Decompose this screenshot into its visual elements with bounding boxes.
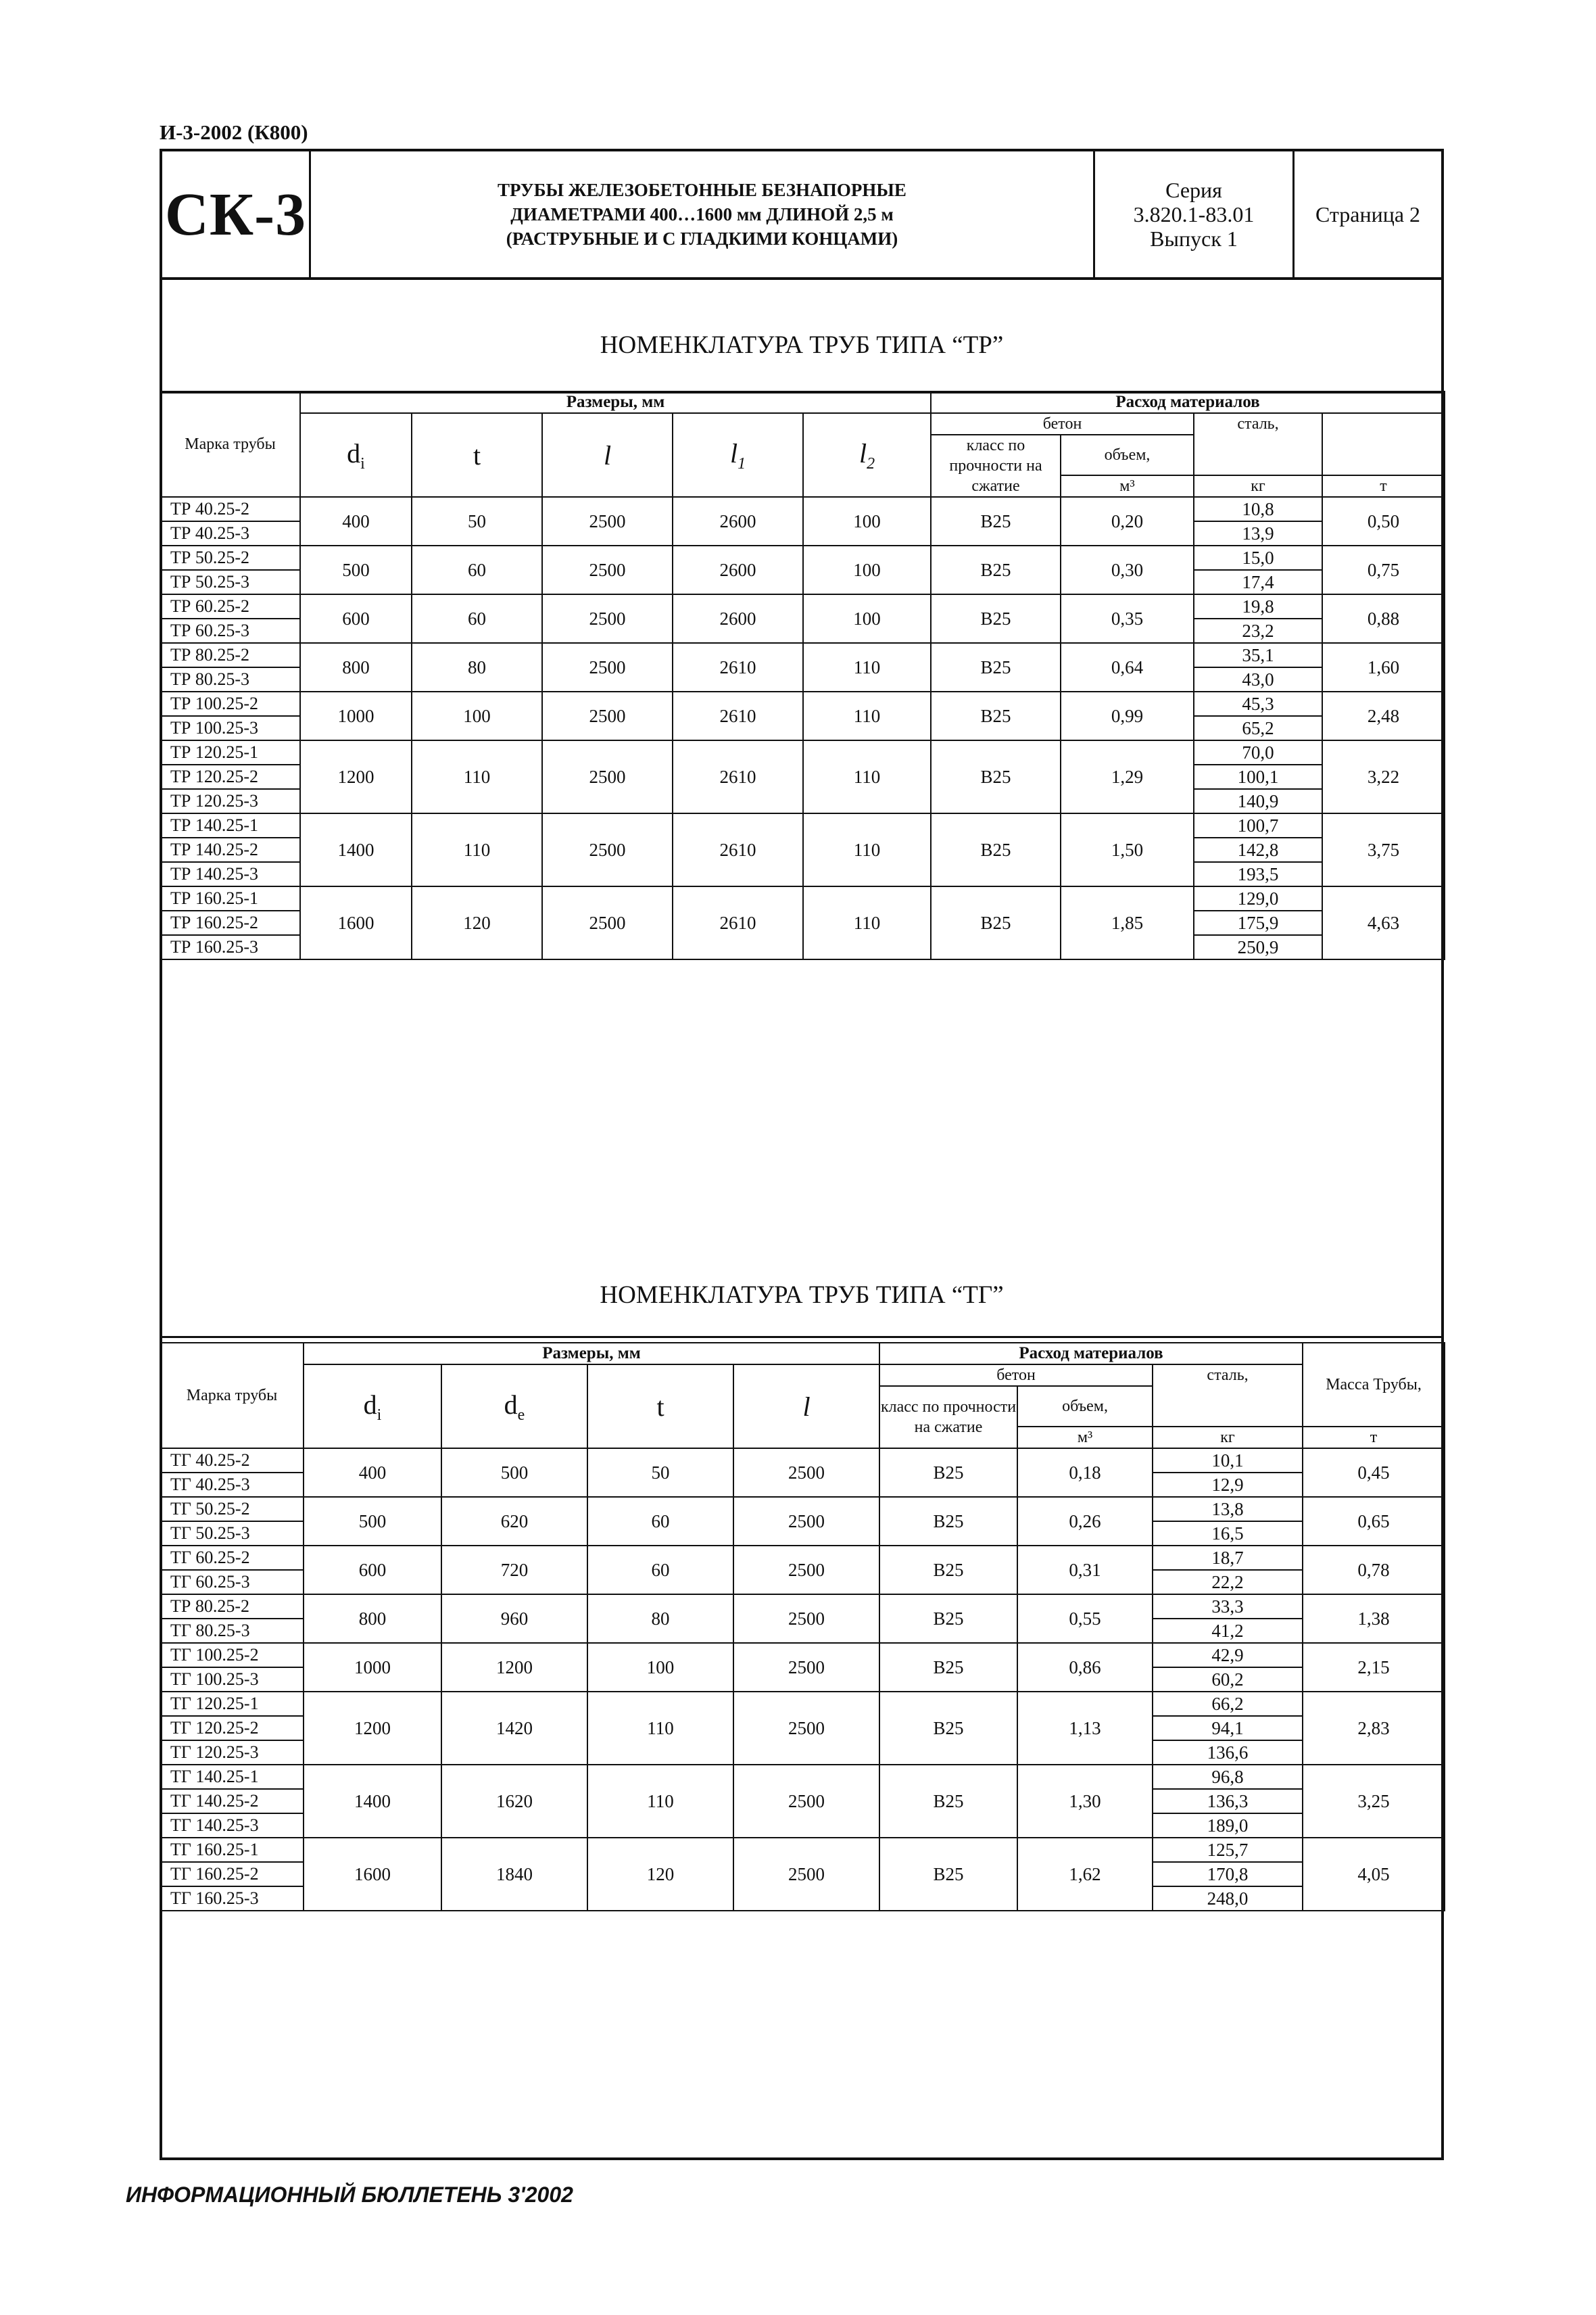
steel-value: 18,7 — [1153, 1546, 1303, 1570]
pipe-mark: ТГ 60.25-3 — [160, 1570, 304, 1594]
table-body — [160, 497, 1445, 959]
concrete-class: В25 — [931, 594, 1061, 643]
concrete-volume: 1,29 — [1061, 740, 1194, 813]
steel-value: 23,2 — [1194, 619, 1322, 643]
steel-value: 45,3 — [1194, 692, 1322, 716]
steel-value: 189,0 — [1153, 1813, 1303, 1838]
size-value: 2500 — [733, 1765, 879, 1838]
steel-value: 125,7 — [1153, 1838, 1303, 1862]
pipe-mass: 4,63 — [1322, 886, 1445, 959]
pipe-mass: 0,78 — [1303, 1546, 1445, 1594]
size-value: 120 — [587, 1838, 733, 1911]
concrete-volume: 1,50 — [1061, 813, 1194, 886]
concrete-volume: 0,26 — [1017, 1497, 1153, 1546]
steel-value: 22,2 — [1153, 1570, 1303, 1594]
title-line: ТРУБЫ ЖЕЛЕЗОБЕТОННЫЕ БЕЗНАПОРНЫЕ — [498, 180, 906, 200]
size-value: 1840 — [441, 1838, 587, 1911]
pipe-mass: 0,50 — [1322, 497, 1445, 546]
pipe-mark: ТР 120.25-3 — [160, 789, 300, 813]
size-value: 400 — [300, 497, 412, 546]
size-value: 60 — [587, 1546, 733, 1594]
pipe-mark: ТР 80.25-2 — [160, 1594, 304, 1619]
col-dim: t — [412, 413, 542, 497]
pipe-mark: ТГ 100.25-3 — [160, 1667, 304, 1692]
col-dim: l — [542, 413, 673, 497]
steel-value: 96,8 — [1153, 1765, 1303, 1789]
pipe-mark: ТГ 120.25-3 — [160, 1740, 304, 1765]
table-row — [160, 1692, 1445, 1716]
pipe-mark: ТР 160.25-3 — [160, 935, 300, 959]
concrete-volume: 0,30 — [1061, 546, 1194, 594]
col-dim: $d_e$ — [441, 1364, 587, 1448]
unit-steel: кг — [1194, 475, 1322, 497]
pipe-mark: ТР 80.25-3 — [160, 667, 300, 692]
pipe-mark: ТР 50.25-2 — [160, 546, 300, 570]
steel-value: 129,0 — [1194, 886, 1322, 911]
pipe-mark: ТГ 50.25-3 — [160, 1521, 304, 1546]
steel-value: 15,0 — [1194, 546, 1322, 570]
pipe-mark: ТР 140.25-1 — [160, 813, 300, 838]
unit-mass: т — [1303, 1427, 1445, 1448]
concrete-class: В25 — [879, 1765, 1017, 1838]
size-value: 2500 — [733, 1838, 879, 1911]
col-volume: объем, — [1017, 1386, 1153, 1427]
size-value: 1000 — [304, 1643, 441, 1692]
col-class: класс по прочности на сжатие — [931, 435, 1061, 497]
issue-number: Выпуск 1 — [1150, 226, 1238, 251]
pipe-mark: ТГ 40.25-2 — [160, 1448, 304, 1473]
col-steel: сталь, — [1153, 1364, 1303, 1427]
pipe-mass: 0,65 — [1303, 1497, 1445, 1546]
table-row — [160, 740, 1445, 765]
steel-value: 41,2 — [1153, 1619, 1303, 1643]
table-row — [160, 1594, 1445, 1619]
size-value: 2500 — [542, 813, 673, 886]
size-value: 2500 — [542, 546, 673, 594]
steel-value: 16,5 — [1153, 1521, 1303, 1546]
size-value: 800 — [300, 643, 412, 692]
pipe-mark: ТГ 140.25-1 — [160, 1765, 304, 1789]
steel-value: 248,0 — [1153, 1886, 1303, 1911]
steel-value: 136,3 — [1153, 1789, 1303, 1813]
concrete-class: В25 — [931, 692, 1061, 740]
table-row — [160, 1643, 1445, 1667]
size-value: 2610 — [673, 813, 803, 886]
col-dim: $d_i$ — [300, 413, 412, 497]
pipe-mark: ТР 120.25-1 — [160, 740, 300, 765]
table-header — [160, 391, 1445, 497]
concrete-volume: 1,30 — [1017, 1765, 1153, 1838]
concrete-class: В25 — [879, 1448, 1017, 1497]
sheet-title — [311, 151, 1095, 277]
unit-steel: кг — [1153, 1427, 1303, 1448]
section-title-tr: НОМЕНКЛАТУРА ТРУБ ТИПА “ТР” — [600, 331, 1004, 359]
table-row — [160, 886, 1445, 911]
size-value: 120 — [412, 886, 542, 959]
size-value: 60 — [587, 1497, 733, 1546]
steel-value: 140,9 — [1194, 789, 1322, 813]
size-value: 1000 — [300, 692, 412, 740]
size-value: 2600 — [673, 497, 803, 546]
size-value: 2600 — [673, 594, 803, 643]
steel-value: 170,8 — [1153, 1862, 1303, 1886]
section-divider — [162, 1336, 1441, 1338]
pipe-mass: 0,75 — [1322, 546, 1445, 594]
steel-value: 142,8 — [1194, 838, 1322, 862]
size-value: 2500 — [542, 643, 673, 692]
size-value: 2500 — [733, 1643, 879, 1692]
size-value: 100 — [803, 594, 931, 643]
size-value: 600 — [300, 594, 412, 643]
pipe-mark: ТР 40.25-3 — [160, 521, 300, 546]
steel-value: 250,9 — [1194, 935, 1322, 959]
pipe-mark: ТГ 50.25-2 — [160, 1497, 304, 1521]
size-value: 620 — [441, 1497, 587, 1546]
table-row — [160, 497, 1445, 521]
size-value: 100 — [412, 692, 542, 740]
pipe-mass: 3,75 — [1322, 813, 1445, 886]
steel-value: 60,2 — [1153, 1667, 1303, 1692]
concrete-volume: 1,13 — [1017, 1692, 1153, 1765]
size-value: 2600 — [673, 546, 803, 594]
size-value: 1600 — [300, 886, 412, 959]
size-value: 2610 — [673, 740, 803, 813]
size-value: 2500 — [542, 692, 673, 740]
table-tg — [160, 1342, 1445, 1911]
concrete-class: В25 — [879, 1546, 1017, 1594]
size-value: 50 — [587, 1448, 733, 1497]
steel-value: 66,2 — [1153, 1692, 1303, 1716]
pipe-mark: ТР 100.25-2 — [160, 692, 300, 716]
pipe-mark: ТГ 160.25-1 — [160, 1838, 304, 1862]
size-value: 110 — [412, 813, 542, 886]
size-value: 1600 — [304, 1838, 441, 1911]
col-materials: Расход материалов — [931, 391, 1445, 413]
pipe-mark: ТР 160.25-1 — [160, 886, 300, 911]
concrete-class: В25 — [879, 1594, 1017, 1643]
concrete-class: В25 — [931, 546, 1061, 594]
size-value: 2500 — [733, 1692, 879, 1765]
size-value: 2500 — [542, 594, 673, 643]
steel-value: 136,6 — [1153, 1740, 1303, 1765]
size-value: 400 — [304, 1448, 441, 1497]
size-value: 100 — [587, 1643, 733, 1692]
title-block — [162, 151, 1441, 280]
size-value: 110 — [803, 740, 931, 813]
pipe-mark: ТР 140.25-3 — [160, 862, 300, 886]
unit-volume: м³ — [1017, 1427, 1153, 1448]
size-value: 1420 — [441, 1692, 587, 1765]
size-value: 2500 — [733, 1594, 879, 1643]
table-row — [160, 594, 1445, 619]
page-number: Страница 2 — [1315, 201, 1421, 226]
size-value: 60 — [412, 594, 542, 643]
concrete-class: В25 — [931, 813, 1061, 886]
concrete-class: В25 — [879, 1692, 1017, 1765]
col-volume: объем, — [1061, 435, 1194, 475]
size-value: 2500 — [733, 1448, 879, 1497]
size-value: 110 — [803, 692, 931, 740]
series-info — [1095, 151, 1295, 277]
table-header — [160, 1343, 1445, 1448]
size-value: 500 — [304, 1497, 441, 1546]
size-value: 80 — [412, 643, 542, 692]
pipe-mass: 1,38 — [1303, 1594, 1445, 1643]
pipe-mark: ТГ 140.25-2 — [160, 1789, 304, 1813]
steel-value: 12,9 — [1153, 1473, 1303, 1497]
footer-bulletin: ИНФОРМАЦИОННЫЙ БЮЛЛЕТЕНЬ 3'2002 — [126, 2182, 573, 2207]
col-dim: t — [587, 1364, 733, 1448]
steel-value: 10,1 — [1153, 1448, 1303, 1473]
pipe-mass: 2,83 — [1303, 1692, 1445, 1765]
table-row — [160, 1546, 1445, 1570]
steel-value: 70,0 — [1194, 740, 1322, 765]
steel-value: 35,1 — [1194, 643, 1322, 667]
pipe-mark: ТР 60.25-3 — [160, 619, 300, 643]
section-title-tg: НОМЕНКЛАТУРА ТРУБ ТИПА “ТГ” — [600, 1281, 1004, 1309]
pipe-mark: ТГ 40.25-3 — [160, 1473, 304, 1497]
steel-value: 17,4 — [1194, 570, 1322, 594]
steel-value: 33,3 — [1153, 1594, 1303, 1619]
table-row — [160, 643, 1445, 667]
table-row — [160, 546, 1445, 570]
unit-mass: т — [1322, 475, 1445, 497]
size-value: 110 — [803, 886, 931, 959]
col-sizes: Размеры, мм — [304, 1343, 879, 1364]
size-value: 2610 — [673, 692, 803, 740]
steel-value: 19,8 — [1194, 594, 1322, 619]
concrete-volume: 0,55 — [1017, 1594, 1153, 1643]
size-value: 1620 — [441, 1765, 587, 1838]
steel-value: 42,9 — [1153, 1643, 1303, 1667]
table-row — [160, 692, 1445, 716]
table-row — [160, 1765, 1445, 1789]
size-value: 100 — [803, 546, 931, 594]
concrete-class: В25 — [879, 1838, 1017, 1911]
col-concrete: бетон — [931, 413, 1194, 435]
pipe-mark: ТГ 60.25-2 — [160, 1546, 304, 1570]
size-value: 2500 — [733, 1497, 879, 1546]
table-row — [160, 813, 1445, 838]
table-tr — [160, 391, 1445, 960]
concrete-volume: 0,64 — [1061, 643, 1194, 692]
pipe-mark: ТГ 80.25-3 — [160, 1619, 304, 1643]
concrete-class: В25 — [931, 740, 1061, 813]
steel-value: 65,2 — [1194, 716, 1322, 740]
size-value: 2610 — [673, 643, 803, 692]
steel-value: 193,5 — [1194, 862, 1322, 886]
size-value: 110 — [803, 643, 931, 692]
col-mark: Марка трубы — [160, 1343, 304, 1448]
col-dim: l — [733, 1364, 879, 1448]
pipe-mass: 2,15 — [1303, 1643, 1445, 1692]
size-value: 80 — [587, 1594, 733, 1643]
pipe-mark: ТГ 140.25-3 — [160, 1813, 304, 1838]
table-body — [160, 1448, 1445, 1911]
size-value: 500 — [441, 1448, 587, 1497]
table-row — [160, 1448, 1445, 1473]
pipe-mark: ТР 160.25-2 — [160, 911, 300, 935]
pipe-mass: 0,88 — [1322, 594, 1445, 643]
size-value: 50 — [412, 497, 542, 546]
concrete-volume: 1,85 — [1061, 886, 1194, 959]
pipe-mass: 1,60 — [1322, 643, 1445, 692]
size-value: 60 — [412, 546, 542, 594]
size-value: 960 — [441, 1594, 587, 1643]
series-label: Серия — [1165, 178, 1222, 202]
table-row — [160, 1497, 1445, 1521]
concrete-volume: 0,31 — [1017, 1546, 1153, 1594]
steel-value: 43,0 — [1194, 667, 1322, 692]
pipe-mass: 3,22 — [1322, 740, 1445, 813]
size-value: 2500 — [542, 497, 673, 546]
size-value: 110 — [412, 740, 542, 813]
size-value: 720 — [441, 1546, 587, 1594]
concrete-volume: 0,20 — [1061, 497, 1194, 546]
size-value: 1200 — [304, 1692, 441, 1765]
steel-value: 100,7 — [1194, 813, 1322, 838]
pipe-mark: ТР 120.25-2 — [160, 765, 300, 789]
concrete-class: В25 — [931, 886, 1061, 959]
pipe-mark: ТР 40.25-2 — [160, 497, 300, 521]
col-dim: $l_1$ — [673, 413, 803, 497]
size-value: 800 — [304, 1594, 441, 1643]
concrete-class: В25 — [931, 497, 1061, 546]
size-value: 2500 — [542, 886, 673, 959]
pipe-mass: 3,25 — [1303, 1765, 1445, 1838]
pipe-mark: ТР 80.25-2 — [160, 643, 300, 667]
col-sizes: Размеры, мм — [300, 391, 931, 413]
size-value: 1400 — [300, 813, 412, 886]
steel-value: 13,8 — [1153, 1497, 1303, 1521]
title-line: ДИАМЕТРАМИ 400…1600 мм ДЛИНОЙ 2,5 м — [510, 204, 894, 224]
pipe-mark: ТР 100.25-3 — [160, 716, 300, 740]
size-value: 2500 — [542, 740, 673, 813]
col-steel: сталь, — [1194, 413, 1322, 475]
col-mass: Масса Трубы, — [1303, 1343, 1445, 1427]
pipe-mark: ТГ 160.25-2 — [160, 1862, 304, 1886]
document-id: И-3-2002 (К800) — [160, 120, 308, 144]
size-value: 110 — [803, 813, 931, 886]
size-value: 1200 — [441, 1643, 587, 1692]
size-value: 110 — [587, 1765, 733, 1838]
pipe-mark: ТГ 160.25-3 — [160, 1886, 304, 1911]
steel-value: 10,8 — [1194, 497, 1322, 521]
series-number: 3.820.1-83.01 — [1133, 202, 1255, 226]
sheet-code: СК-3 — [162, 151, 311, 277]
concrete-class: В25 — [931, 643, 1061, 692]
col-materials: Расход материалов — [879, 1343, 1303, 1364]
size-value: 1200 — [300, 740, 412, 813]
concrete-volume: 0,35 — [1061, 594, 1194, 643]
steel-value: 175,9 — [1194, 911, 1322, 935]
col-concrete: бетон — [879, 1364, 1153, 1386]
pipe-mark: ТР 140.25-2 — [160, 838, 300, 862]
steel-value: 94,1 — [1153, 1716, 1303, 1740]
size-value: 100 — [803, 497, 931, 546]
pipe-mass: 4,05 — [1303, 1838, 1445, 1911]
steel-value: 13,9 — [1194, 521, 1322, 546]
size-value: 2610 — [673, 886, 803, 959]
concrete-class: В25 — [879, 1497, 1017, 1546]
steel-value: 100,1 — [1194, 765, 1322, 789]
col-dim: $l_2$ — [803, 413, 931, 497]
pipe-mark: ТР 60.25-2 — [160, 594, 300, 619]
col-mark: Марка трубы — [160, 391, 300, 497]
size-value: 1400 — [304, 1765, 441, 1838]
concrete-volume: 0,99 — [1061, 692, 1194, 740]
size-value: 110 — [587, 1692, 733, 1765]
concrete-class: В25 — [879, 1643, 1017, 1692]
concrete-volume: 1,62 — [1017, 1838, 1153, 1911]
unit-volume: м³ — [1061, 475, 1194, 497]
col-dim: $d_i$ — [304, 1364, 441, 1448]
pipe-mark: ТГ 100.25-2 — [160, 1643, 304, 1667]
col-class: класс по прочности на сжатие — [879, 1386, 1017, 1448]
concrete-volume: 0,86 — [1017, 1643, 1153, 1692]
size-value: 600 — [304, 1546, 441, 1594]
pipe-mark: ТГ 120.25-1 — [160, 1692, 304, 1716]
pipe-mass: 0,45 — [1303, 1448, 1445, 1497]
pipe-mark: ТГ 120.25-2 — [160, 1716, 304, 1740]
size-value: 500 — [300, 546, 412, 594]
title-line: (РАСТРУБНЫЕ И С ГЛАДКИМИ КОНЦАМИ) — [506, 229, 898, 249]
pipe-mark: ТР 50.25-3 — [160, 570, 300, 594]
pipe-mass: 2,48 — [1322, 692, 1445, 740]
table-row — [160, 1838, 1445, 1862]
concrete-volume: 0,18 — [1017, 1448, 1153, 1497]
size-value: 2500 — [733, 1546, 879, 1594]
